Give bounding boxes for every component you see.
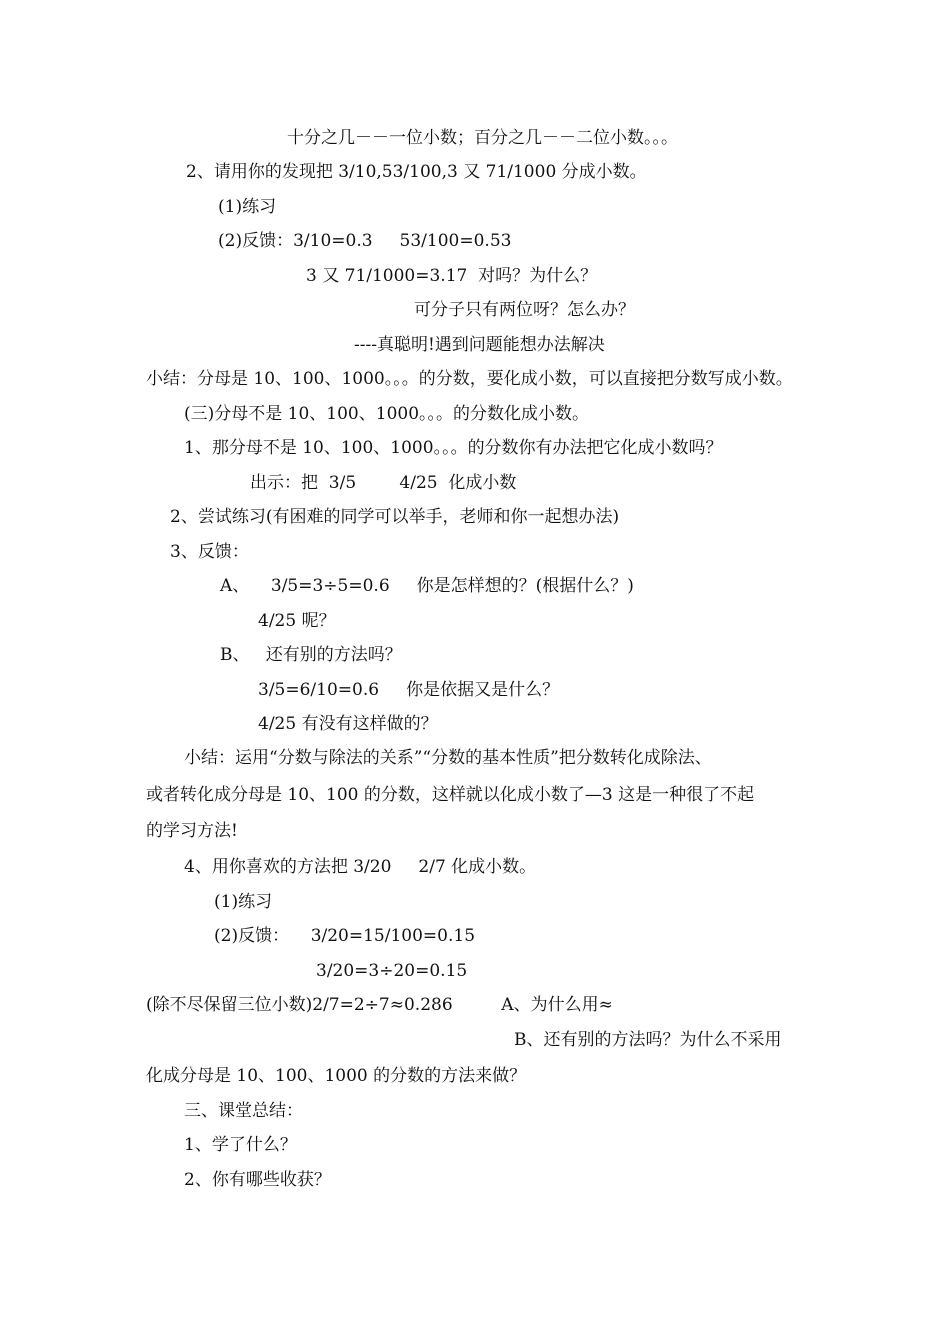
text-line: 3 又 71/1000=3.17 对吗？为什么？ [306, 266, 598, 286]
text-line: 可分子只有两位呀？怎么办？ [414, 300, 635, 320]
text-line: (三)分母不是 10、100、1000。。。的分数化成小数。 [184, 404, 590, 424]
text-line: (2)反馈： 3/20=15/100=0.15 [214, 926, 476, 946]
text-line: 的学习方法! [146, 821, 238, 841]
text-line: B、 还有别的方法吗？ [220, 645, 402, 665]
text-line: 2、尝试练习(有困难的同学可以举手，老师和你一起想办法) [170, 507, 620, 527]
text-line: 4、用你喜欢的方法把 3/20 2/7 化成小数。 [184, 857, 537, 877]
text-line: 小结：运用“分数与除法的关系”“分数的基本性质”把分数转化成除法、 [184, 748, 712, 768]
text-line: (1)练习 [218, 197, 277, 217]
text-line: 4/25 有没有这样做的？ [258, 714, 438, 734]
text-line: 3/20=3÷20=0.15 [316, 961, 468, 981]
text-line: (除不尽保留三位小数)2/7=2÷7≈0.286 A、为什么用≈ [146, 995, 613, 1015]
text-line: 出示：把 3/5 4/25 化成小数 [250, 473, 517, 493]
text-line: (2)反馈：3/10=0.3 53/100=0.53 [218, 231, 512, 251]
text-line: 十分之几－－一位小数；百分之几－－二位小数。。。 [287, 128, 678, 148]
text-line: 2、请用你的发现把 3/10,53/100,3 又 71/1000 分成小数。 [186, 162, 647, 182]
text-line: 或者转化成分母是 10、100 的分数，这样就以化成小数了—3 这是一种很了不起 [146, 785, 755, 805]
text-line: 化成分母是 10、100、1000 的分数的方法来做？ [146, 1066, 527, 1086]
text-line: 3/5=6/10=0.6 你是依据又是什么？ [258, 680, 560, 700]
text-line: B、还有别的方法吗？为什么不采用 [514, 1030, 782, 1050]
text-line: 4/25 呢？ [258, 611, 336, 631]
text-line: 2、你有哪些收获？ [184, 1170, 331, 1190]
text-line: 1、那分母不是 10、100、1000。。。的分数你有办法把它化成小数吗？ [184, 438, 723, 458]
text-line: 1、学了什么？ [184, 1135, 297, 1155]
text-line: A、 3/5=3÷5=0.6 你是怎样想的？(根据什么？) [220, 576, 634, 596]
text-line: ----真聪明!遇到问题能想办法解决 [354, 335, 605, 355]
text-line: 三、课堂总结： [184, 1101, 303, 1121]
text-line: 小结：分母是 10、100、1000。。。的分数，要化成小数，可以直接把分数写成小数。 [146, 369, 793, 389]
text-line: (1)练习 [214, 892, 273, 912]
text-line: 3、反馈： [170, 542, 249, 562]
